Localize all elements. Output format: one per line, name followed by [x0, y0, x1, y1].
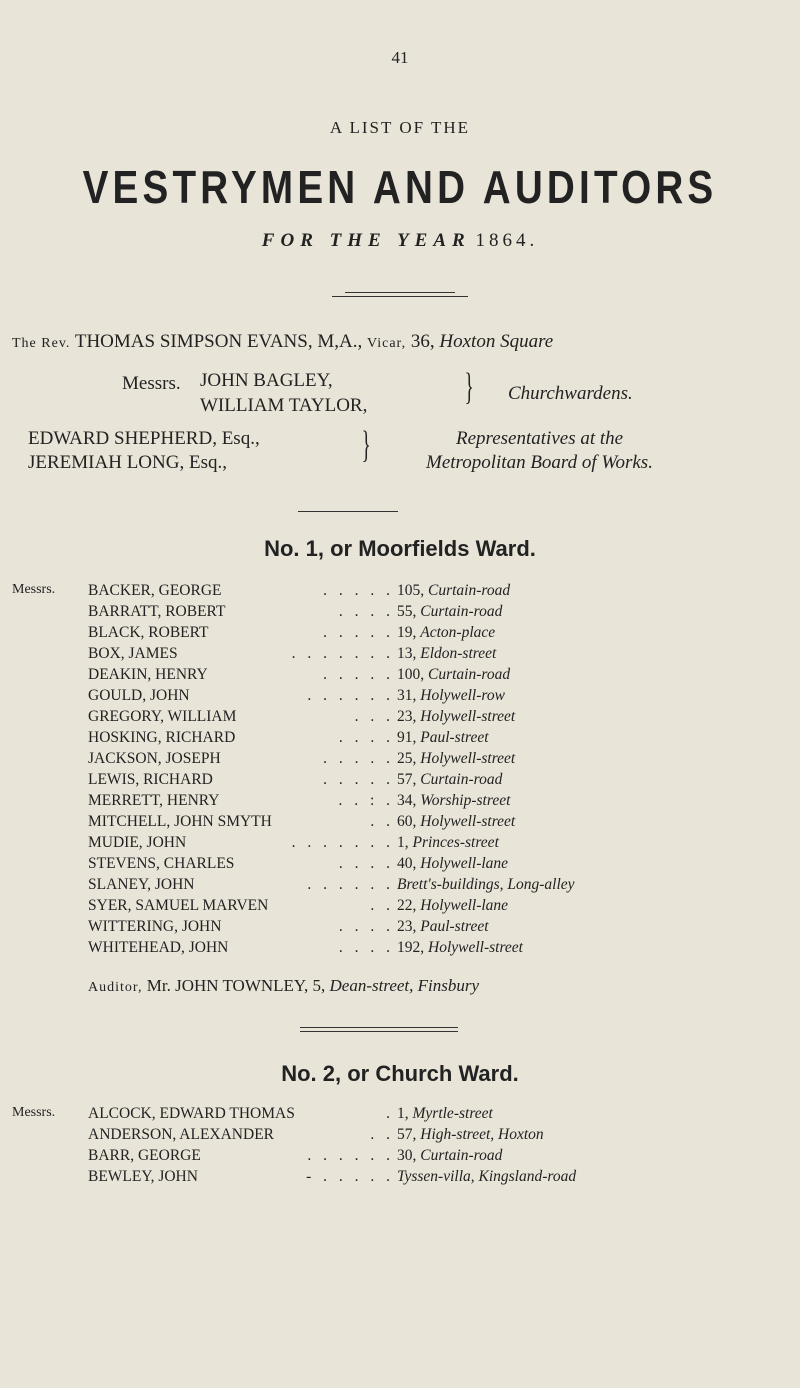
representative-name: JEREMIAH LONG, Esq.,: [28, 452, 227, 473]
list-item: [12, 813, 792, 835]
member-address: 57, High-street, Hoxton: [397, 1126, 544, 1143]
divider: [332, 296, 468, 297]
list-item: [12, 897, 792, 919]
list-item: [12, 939, 792, 961]
member-name: BEWLEY, JOHN: [88, 1168, 198, 1185]
dot-leader: . . . . .: [323, 582, 394, 599]
member-name: SYER, SAMUEL MARVEN: [88, 897, 269, 914]
dot-leader: . . . . . . .: [291, 645, 394, 662]
member-address: 60, Holywell-street: [397, 813, 516, 830]
member-address: 34, Worship-street: [397, 792, 511, 809]
auditor-number: 5,: [312, 976, 326, 995]
divider: [300, 1027, 458, 1028]
member-address: 13, Eldon-street: [397, 645, 497, 662]
ward-title: No. 2, or Church Ward.: [281, 1061, 519, 1086]
list-item: [12, 792, 792, 814]
auditor-label: Auditor,: [88, 980, 143, 995]
member-name: MERRETT, HENRY: [88, 792, 220, 809]
dot-leader: .: [386, 1105, 394, 1122]
page-number: 41: [391, 48, 409, 67]
churchwardens-prefix: Messrs.: [122, 373, 181, 394]
member-name: BACKER, GEORGE: [88, 582, 222, 599]
list-item: [12, 750, 792, 772]
dot-leader: . . . . .: [323, 666, 394, 683]
auditor-address: Dean-street, Finsbury: [329, 976, 480, 995]
ward-title: No. 1, or Moorfields Ward.: [264, 536, 536, 561]
member-name: MITCHELL, JOHN SMYTH: [88, 813, 272, 830]
member-address: 55, Curtain-road: [397, 603, 503, 620]
list-item: [12, 918, 792, 940]
divider: [300, 1031, 458, 1032]
dot-leader: . . . . .: [323, 771, 394, 788]
member-name: MUDIE, JOHN: [88, 834, 187, 851]
member-address: 40, Holywell-lane: [397, 855, 509, 872]
member-name: BLACK, ROBERT: [88, 624, 209, 641]
representatives-role: Metropolitan Board of Works.: [426, 452, 653, 473]
dot-leader: . . . .: [338, 855, 394, 872]
list-item: [12, 645, 792, 667]
brace: }: [361, 424, 371, 466]
list-item: [12, 834, 792, 856]
member-name: ANDERSON, ALEXANDER: [88, 1126, 274, 1143]
member-name: ALCOCK, EDWARD THOMAS: [88, 1105, 295, 1122]
member-address: 91, Paul-street: [397, 729, 489, 746]
vicar-title: The Rev.: [12, 336, 71, 351]
member-address: 1, Princes-street: [397, 834, 499, 851]
auditor-line: [88, 976, 479, 996]
dot-leader: . . . . . .: [307, 876, 394, 893]
churchwardens-role: Churchwardens.: [508, 383, 633, 404]
churchwarden-name: WILLIAM TAYLOR,: [200, 395, 368, 416]
list-item: [12, 876, 792, 898]
member-address: 57, Curtain-road: [397, 771, 503, 788]
member-address: 1, Myrtle-street: [397, 1105, 493, 1122]
member-name: DEAKIN, HENRY: [88, 666, 208, 683]
year-prefix: FOR THE YEAR: [261, 230, 471, 251]
list-item: [12, 729, 792, 751]
dot-leader: . . . . . .: [307, 687, 394, 704]
member-name: SLANEY, JOHN: [88, 876, 195, 893]
dot-leader: . . . .: [338, 729, 394, 746]
member-address: 25, Holywell-street: [397, 750, 516, 767]
divider: [345, 292, 455, 293]
vicar-number: 36,: [410, 331, 435, 352]
member-address: 23, Holywell-street: [397, 708, 516, 725]
vicar-address: Hoxton Square: [439, 331, 554, 352]
member-name: GOULD, JOHN: [88, 687, 190, 704]
divider: [298, 511, 398, 512]
list-item: [12, 771, 792, 793]
dot-leader: . . . . .: [323, 750, 394, 767]
member-name: HOSKING, RICHARD: [88, 729, 236, 746]
dot-leader: . . . . . . .: [291, 834, 394, 851]
member-address: Tyssen-villa, Kingsland-road: [397, 1168, 577, 1185]
dot-leader: . . . .: [338, 939, 394, 956]
dot-leader: . . : .: [338, 792, 394, 809]
member-address: 31, Holywell-row: [397, 687, 505, 704]
brace: }: [464, 366, 474, 408]
list-intro: A LIST OF THE: [329, 118, 471, 137]
member-address: 105, Curtain-road: [397, 582, 511, 599]
dot-leader: . . .: [354, 708, 394, 725]
list-item: [12, 687, 792, 709]
member-address: 100, Curtain-road: [397, 666, 511, 683]
member-name: BARR, GEORGE: [88, 1147, 201, 1164]
member-address: Brett's-buildings, Long-alley: [397, 876, 575, 893]
dot-leader: . .: [370, 813, 394, 830]
dot-leader: . . . . .: [323, 624, 394, 641]
list-item: [12, 1105, 792, 1127]
member-name: BARRATT, ROBERT: [88, 603, 226, 620]
list-item: [12, 666, 792, 688]
page-title: VESTRYMEN AND AUDITORS: [82, 161, 718, 213]
member-name: LEWIS, RICHARD: [88, 771, 213, 788]
list-item: [12, 708, 792, 730]
member-address: 19, Acton-place: [397, 624, 496, 641]
year-line: [0, 230, 800, 252]
dot-leader: - . . . . .: [306, 1168, 394, 1185]
list-item: [12, 1168, 792, 1190]
messrs-prefix: Messrs.: [12, 1105, 56, 1120]
list-item: [12, 624, 792, 646]
list-item: [12, 603, 792, 625]
year: 1864.: [475, 230, 539, 251]
member-address: 22, Holywell-lane: [397, 897, 509, 914]
member-address: 23, Paul-street: [397, 918, 489, 935]
list-item: [12, 582, 792, 604]
dot-leader: . .: [370, 1126, 394, 1143]
representative-name: EDWARD SHEPHERD, Esq.,: [28, 428, 260, 449]
auditor-name: Mr. JOHN TOWNLEY,: [146, 976, 309, 995]
member-name: BOX, JAMES: [88, 645, 178, 662]
vicar-line: [12, 331, 553, 353]
vicar-name: THOMAS SIMPSON EVANS, M,A.,: [74, 331, 363, 352]
churchwarden-name: JOHN BAGLEY,: [200, 370, 333, 391]
member-name: JACKSON, JOSEPH: [88, 750, 221, 767]
vicar-role: Vicar,: [366, 336, 407, 351]
dot-leader: . . . . . .: [307, 1147, 394, 1164]
list-item: [12, 1126, 792, 1148]
dot-leader: . . . .: [338, 918, 394, 935]
member-address: 192, Holywell-street: [397, 939, 523, 956]
messrs-prefix: Messrs.: [12, 582, 56, 597]
dot-leader: . . . .: [338, 603, 394, 620]
member-address: 30, Curtain-road: [397, 1147, 503, 1164]
representatives-role: Representatives at the: [456, 428, 624, 449]
list-item: [12, 1147, 792, 1169]
member-name: WHITEHEAD, JOHN: [88, 939, 229, 956]
member-name: GREGORY, WILLIAM: [88, 708, 237, 725]
list-item: [12, 855, 792, 877]
dot-leader: . .: [370, 897, 394, 914]
member-name: WITTERING, JOHN: [88, 918, 222, 935]
member-name: STEVENS, CHARLES: [88, 855, 235, 872]
